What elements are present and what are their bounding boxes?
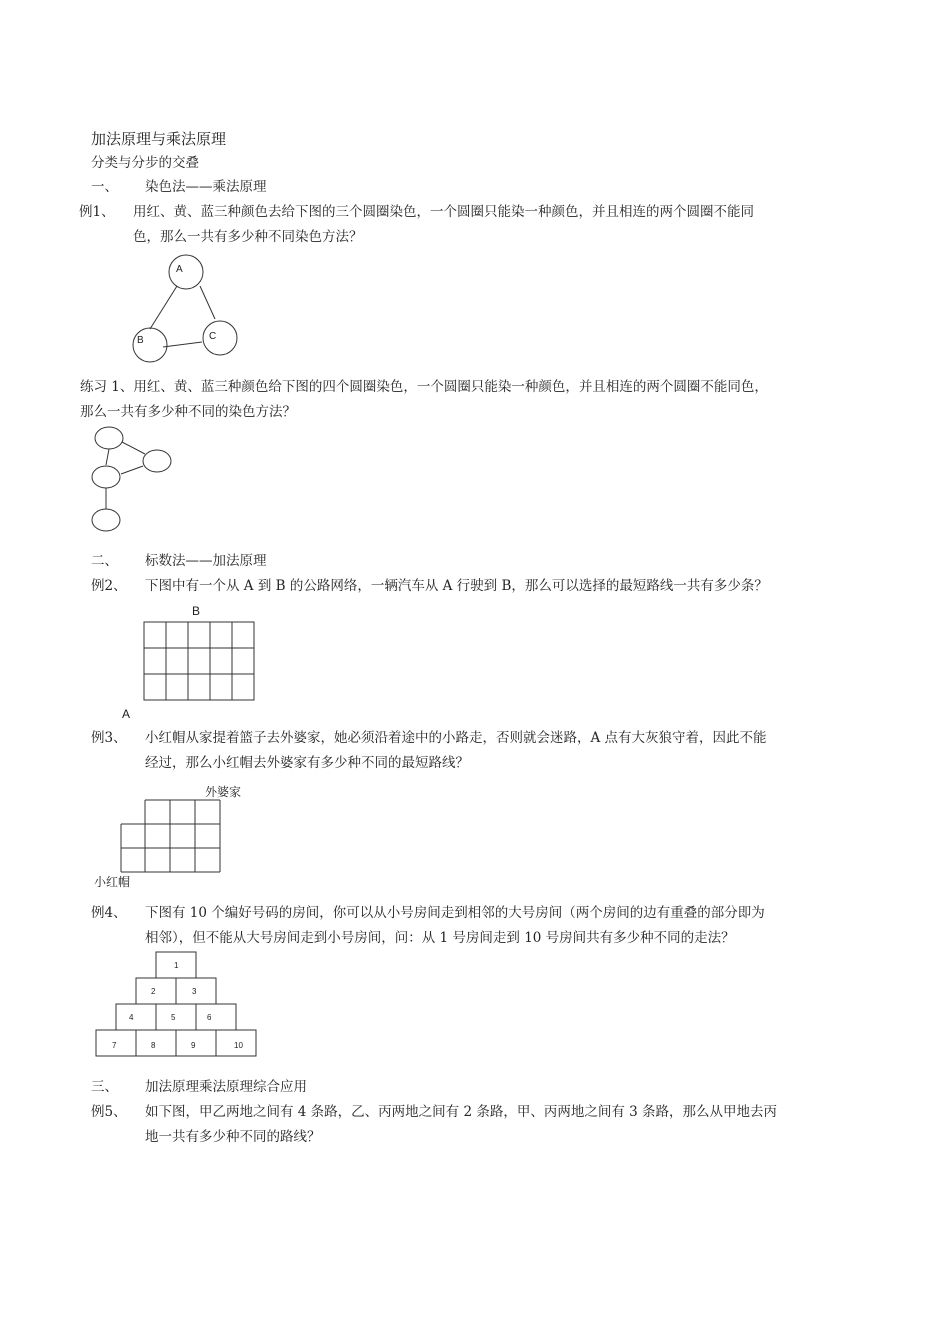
- example-5-label: 例5、: [91, 1104, 127, 1120]
- example-4-text-line1: 下图有 10 个编好号码的房间，你可以从小号房间走到相邻的大号房间（两个房间的边有重叠的部分即为: [145, 905, 765, 921]
- room-1: 1: [174, 961, 179, 970]
- example-2-text-line1: 下图中有一个从 A 到 B 的公路网络，一辆汽车从 A 行驶到 B，那么可以选择的最短路线一共有多少条？: [145, 578, 768, 594]
- page-subtitle: 分类与分步的交叠: [91, 155, 199, 171]
- room-7: 7: [112, 1041, 117, 1050]
- example-5-text-line1: 如下图，甲乙两地之间有 4 条路，乙、丙两地之间有 2 条路，甲、丙两地之间有 3 条路，那么从甲地去丙: [145, 1104, 778, 1120]
- figure-3-label-b: B: [192, 604, 201, 618]
- room-9: 9: [191, 1041, 196, 1050]
- figure-3-road-grid: [118, 600, 268, 725]
- figure-1-three-circles: [120, 250, 250, 370]
- room-10: 10: [234, 1041, 243, 1050]
- example-4-text-line2: 相邻），但不能从大号房间走到小号房间，问：从 1 号房间走到 10 号房间共有多少种不同的走法？: [145, 930, 735, 946]
- example-3-text-line1: 小红帽从家提着篮子去外婆家，她必须沿着途中的小路走，否则就会迷路，A 点有大灰狼守着，因此不能: [145, 730, 767, 746]
- figure-3-label-a: A: [122, 707, 131, 721]
- figure-4-label-end: 外婆家: [205, 785, 242, 799]
- figure-4-label-start: 小红帽: [94, 875, 131, 889]
- example-1-text-line2: 色，那么一共有多少种不同染色方法？: [133, 229, 363, 245]
- room-6: 6: [207, 1013, 212, 1022]
- practice-1-text-line1: 练习 1、用红、黄、蓝三种颜色给下图的四个圆圈染色，一个圆圈只能染一种颜色，并且相连的两个圆圈不能同色，: [80, 379, 768, 395]
- figure-1-label-b: B: [137, 335, 144, 346]
- section-2-title: 标数法——加法原理: [145, 553, 267, 569]
- example-1-label: 例1、: [79, 204, 115, 220]
- example-2-label: 例2、: [91, 578, 127, 594]
- section-1-title: 染色法——乘法原理: [145, 179, 267, 195]
- section-3-number: 三、: [91, 1079, 118, 1095]
- example-4-label: 例4、: [91, 905, 127, 921]
- page-title: 加法原理与乘法原理: [91, 130, 227, 148]
- figure-4-stepped-grid: [90, 780, 250, 895]
- section-1-number: 一、: [91, 179, 118, 195]
- figure-2-four-circles: [85, 422, 185, 537]
- figure-5-room-pyramid: [94, 950, 264, 1062]
- example-3-text-line2: 经过，那么小红帽去外婆家有多少种不同的最短路线？: [145, 755, 469, 771]
- example-3-label: 例3、: [91, 730, 127, 746]
- room-3: 3: [192, 987, 197, 996]
- room-5: 5: [171, 1013, 176, 1022]
- room-4: 4: [129, 1013, 134, 1022]
- section-2-number: 二、: [91, 553, 118, 569]
- figure-1-label-c: C: [209, 331, 217, 342]
- section-3-title: 加法原理乘法原理综合应用: [145, 1079, 307, 1095]
- example-5-text-line2: 地一共有多少种不同的路线？: [145, 1129, 321, 1145]
- practice-1-text-line2: 那么一共有多少种不同的染色方法？: [80, 404, 296, 420]
- figure-1-label-a: A: [176, 264, 183, 275]
- room-8: 8: [151, 1041, 156, 1050]
- example-1-text-line1: 用红、黄、蓝三种颜色去给下图的三个圆圈染色，一个圆圈只能染一种颜色，并且相连的两个圆圈不能同: [133, 204, 754, 220]
- room-2: 2: [151, 987, 156, 996]
